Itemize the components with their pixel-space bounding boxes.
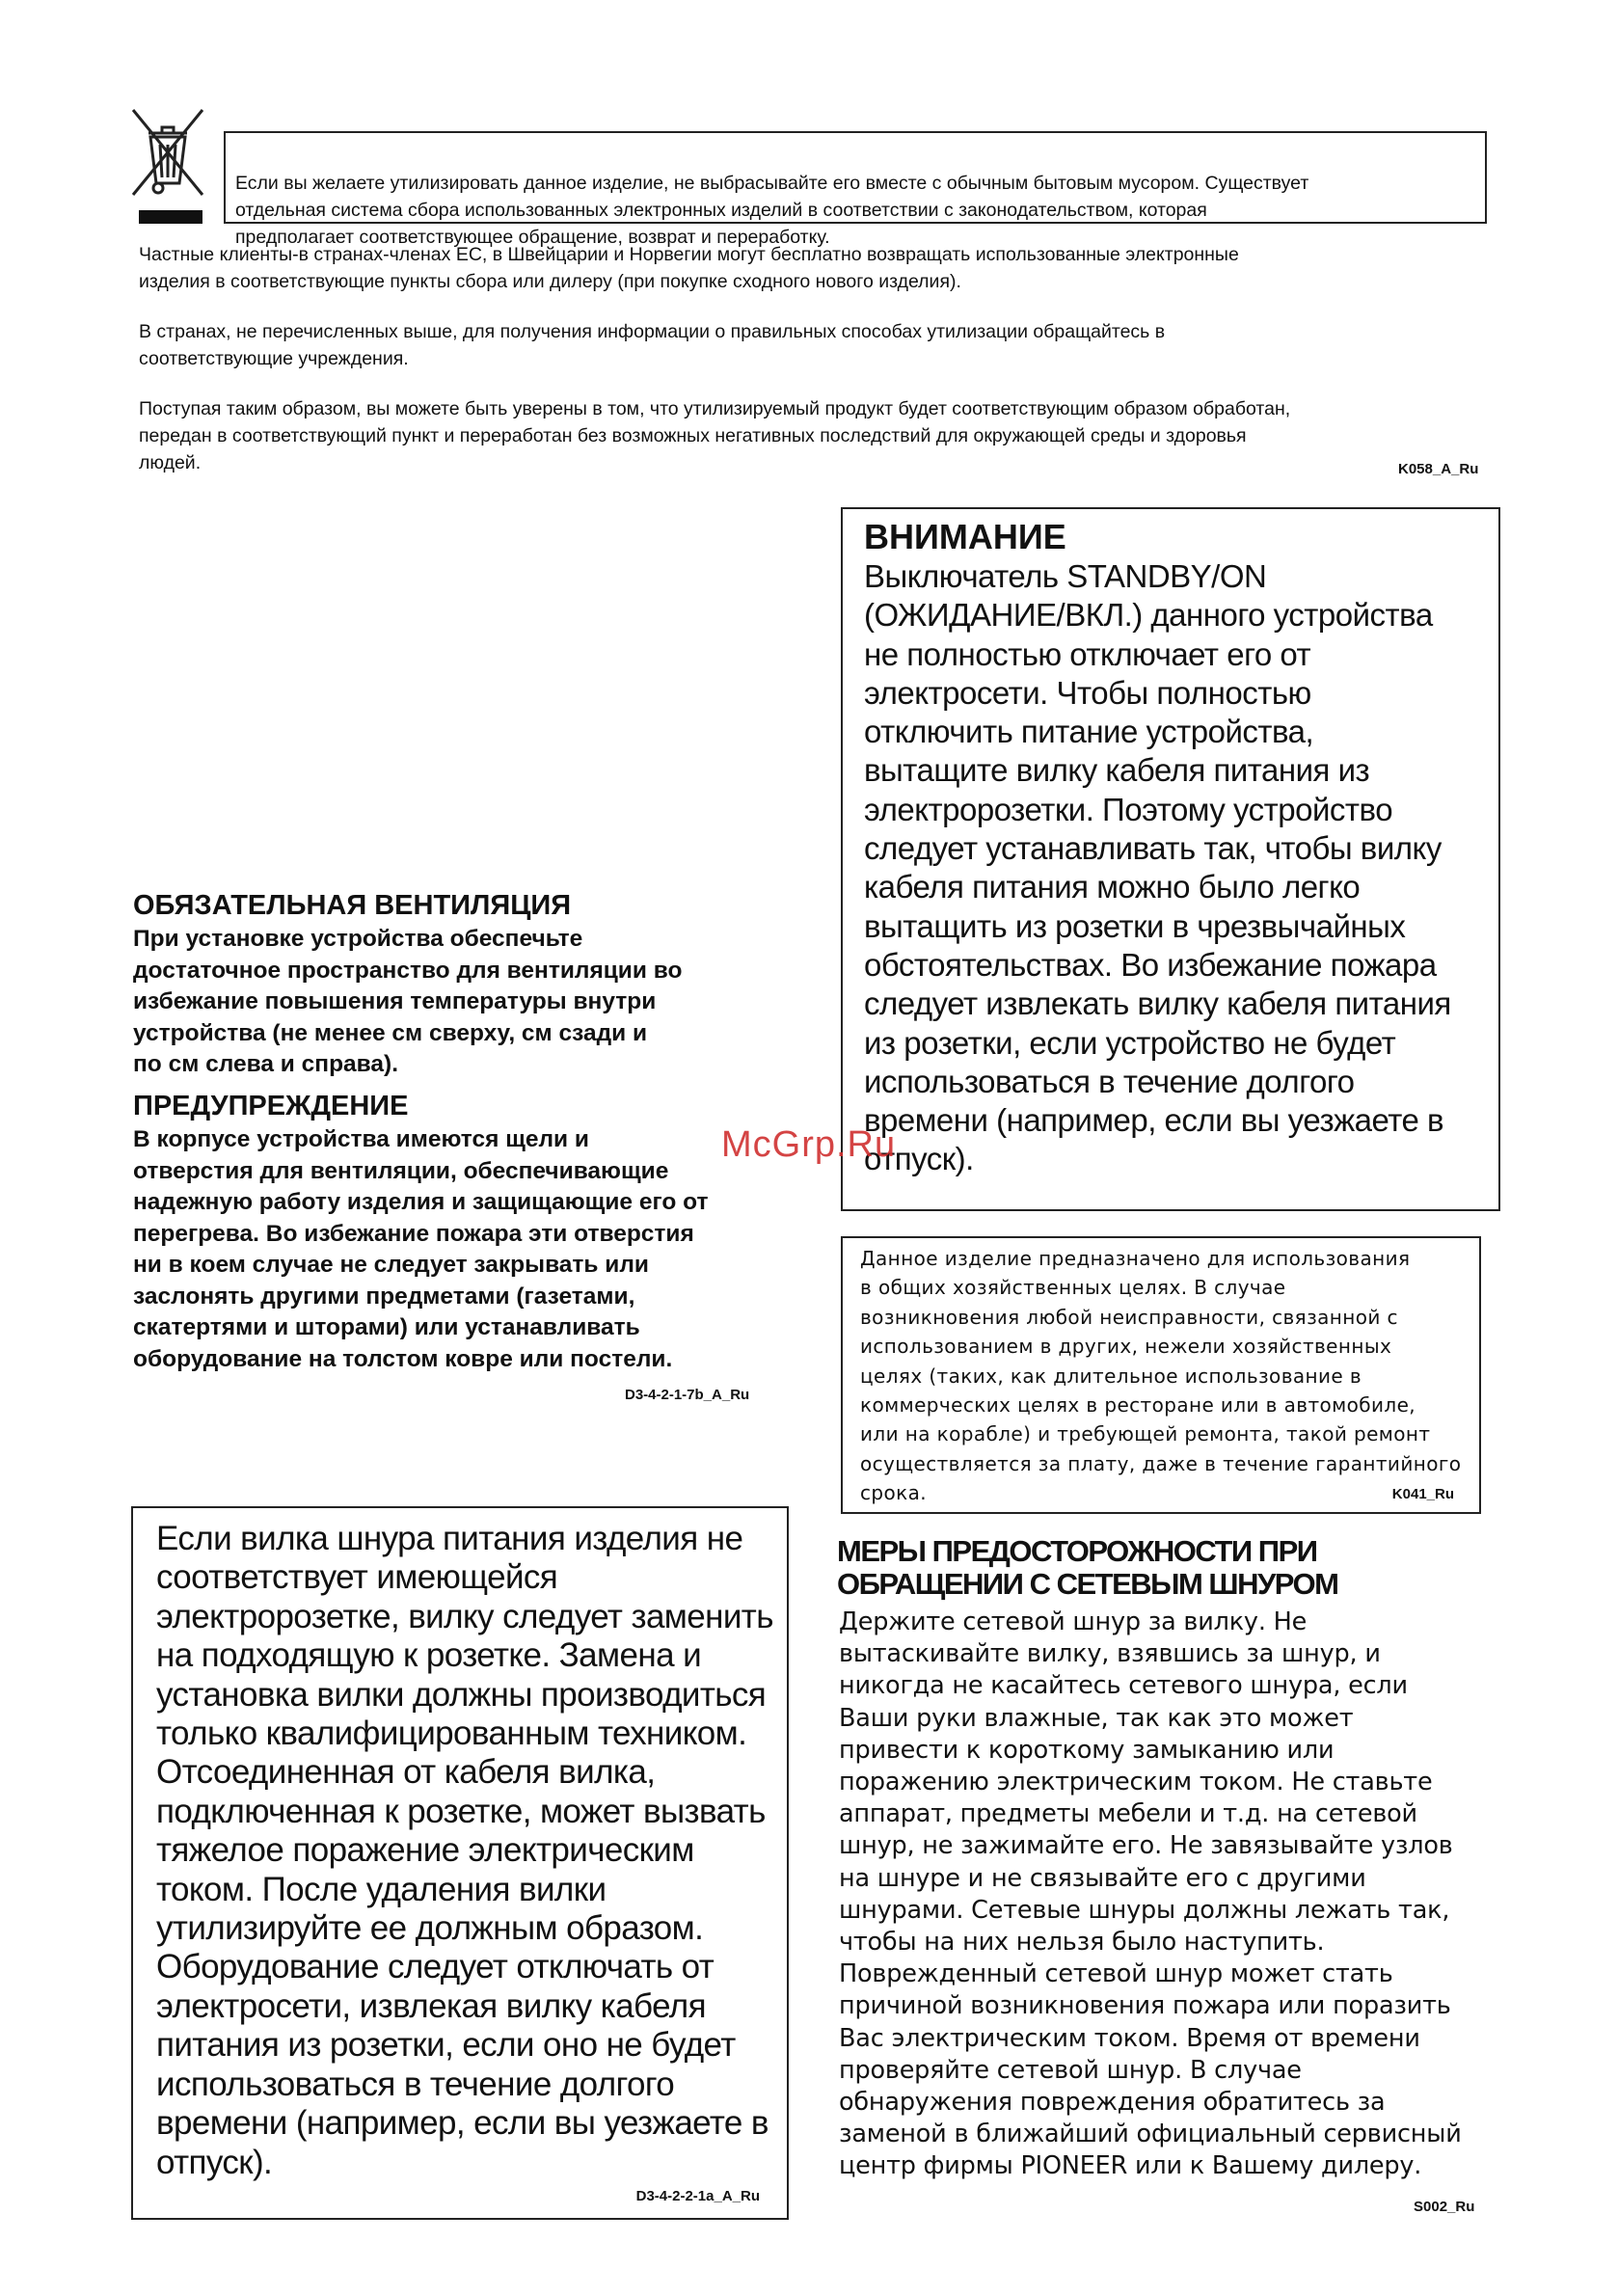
- disposal-paragraph-3: Поступая таким образом, вы можете быть уверены в том, что утилизируемый продукт будет соответствующим образом обработан, передан в соответствующий пункт и переработан без возможных негативных последствий для окружающей среды и здоровья людей.: [139, 398, 1291, 473]
- warning-title: ВНИМАНИЕ: [864, 517, 1066, 556]
- caution-code: D3-4-2-1-7b_A_Ru: [625, 1387, 750, 1403]
- plug-code: D3-4-2-2-1a_A_Ru: [635, 2188, 760, 2204]
- ventilation-text: При установке устройства обеспечьте достаточное пространство для вентиляции во избежание повышения температуры внутри устройства (не менее см сверху, см сзади и по см слева и справа).: [133, 926, 683, 1077]
- watermark: McGrp.Ru: [721, 1124, 897, 1165]
- cord-precautions-text: Держите сетевой шнур за вилку. Не вытаскивайте вилку, взявшись за шнур, и никогда не касайтесь сетевого шнура, если Ваши руки влажные, так как это может привести к короткому замыканию или поражению электрическим током. Не ставьте аппарат, предметы мебели и т.д. на сетевой шнур, не зажимайте его. Не завязывайте узлов на шнуре и не связывайте его с другими шнурами. Сетевые шнуры должны лежать так, чтобы на них нельзя было наступить. Поврежденный сетевой шнур может стать причиной возникновения пожара или поразить Вас электрическим током. Время от времени проверяйте сетевой шнур. В случае обнаружения повреждения обратитесь за заменой в ближайший официальный сервисный центр фирмы PIONEER или к Вашему дилеру.: [839, 1607, 1462, 2181]
- disposal-code: K058_A_Ru: [1398, 461, 1479, 477]
- disposal-paragraph-1: Частные клиенты-в странах-членах ЕС, в Швейцарии и Норвегии могут бесплатно возвращать использованные электронные изделия в соответствующие пункты сбора или дилеру (при покупке сходного нового изделия).: [139, 244, 1239, 292]
- warning-text: Выключатель STANDBY/ON (ОЖИДАНИЕ/ВКЛ.) данного устройства не полностью отключает его от электросети. Чтобы полностью отключить питание устройства, вытащите вилку кабеля питания из электророзетки. Поэтому устройство следует устанавливать так, чтобы вилку кабеля питания можно было легко вытащить из розетки в чрезвычайных обстоятельствах. Во избежание пожара следует извлекать вилку кабеля питания из розетки, если устройство не будет использоваться в течение долгого времени (например, если вы уезжаете в отпуск).: [864, 558, 1451, 1177]
- cord-code: S002_Ru: [1414, 2199, 1475, 2215]
- household-code: K041_Ru: [1391, 1486, 1454, 1502]
- plug-text: Если вилка шнура питания изделия не соответствует имеющейся электророзетке, вилку следует заменить на подходящую к розетке. Замена и установка вилки должны производиться только квалифицированным техником. Отсоединенная от кабеля вилка, подключенная к розетке, может вызвать тяжелое поражение электрическим током. После удаления вилки утилизируйте ее должным образом. Оборудование следует отключать от электросети, извлекая вилку кабеля питания из розетки, если оно не будет использоваться в течение долгого времени (например, если вы уезжаете в отпуск).: [156, 1520, 773, 2181]
- disposal-boxed-text: Если вы желаете утилизировать данное изделие, не выбрасывайте его вместе с обычным бытовым мусором. Существует отдельная система сбора использованных электронных изделий в соответствии с законодательством, которая предполагает соответствующее обращение, возврат и переработку.: [235, 173, 1309, 248]
- ventilation-title: ОБЯЗАТЕЛЬНАЯ ВЕНТИЛЯЦИЯ: [133, 890, 572, 921]
- caution-title: ПРЕДУПРЕЖДЕНИЕ: [133, 1091, 409, 1121]
- cord-precautions-title: МЕРЫ ПРЕДОСТОРОЖНОСТИ ПРИ ОБРАЩЕНИИ С СЕТЕВЫМ ШНУРОМ: [837, 1534, 1338, 1601]
- disposal-paragraph-2: В странах, не перечисленных выше, для получения информации о правильных способах утилизации обращайтесь в соответствующие учреждения.: [139, 321, 1166, 369]
- plug-replacement-box: [131, 1506, 789, 2220]
- crossed-bin-icon: [129, 106, 206, 226]
- warning-box: [841, 507, 1500, 1211]
- household-text: Данное изделие предназначено для использования в общих хозяйственных целях. В случае возникновения любой неисправности, связанной с использованием в других, нежели хозяйственных целях (таких, как длительное использование в коммерческих целях в ресторане или в автомобиле, или на корабле) и требующей ремонта, такой ремонт осуществляется за плату, даже в течение гарантийного срока.: [860, 1247, 1462, 1505]
- household-use-box: [841, 1236, 1481, 1514]
- caution-text: В корпусе устройства имеются щели и отверстия для вентиляции, обеспечивающие надежную работу изделия и защищающие его от перегрева. Во избежание пожара эти отверстия ни в коем случае не следует закрывать или заслонять другими предметами (газетами, скатертями и шторами) или устанавливать оборудование на толстом ковре или постели.: [133, 1126, 709, 1372]
- disposal-notice-box: [224, 131, 1487, 248]
